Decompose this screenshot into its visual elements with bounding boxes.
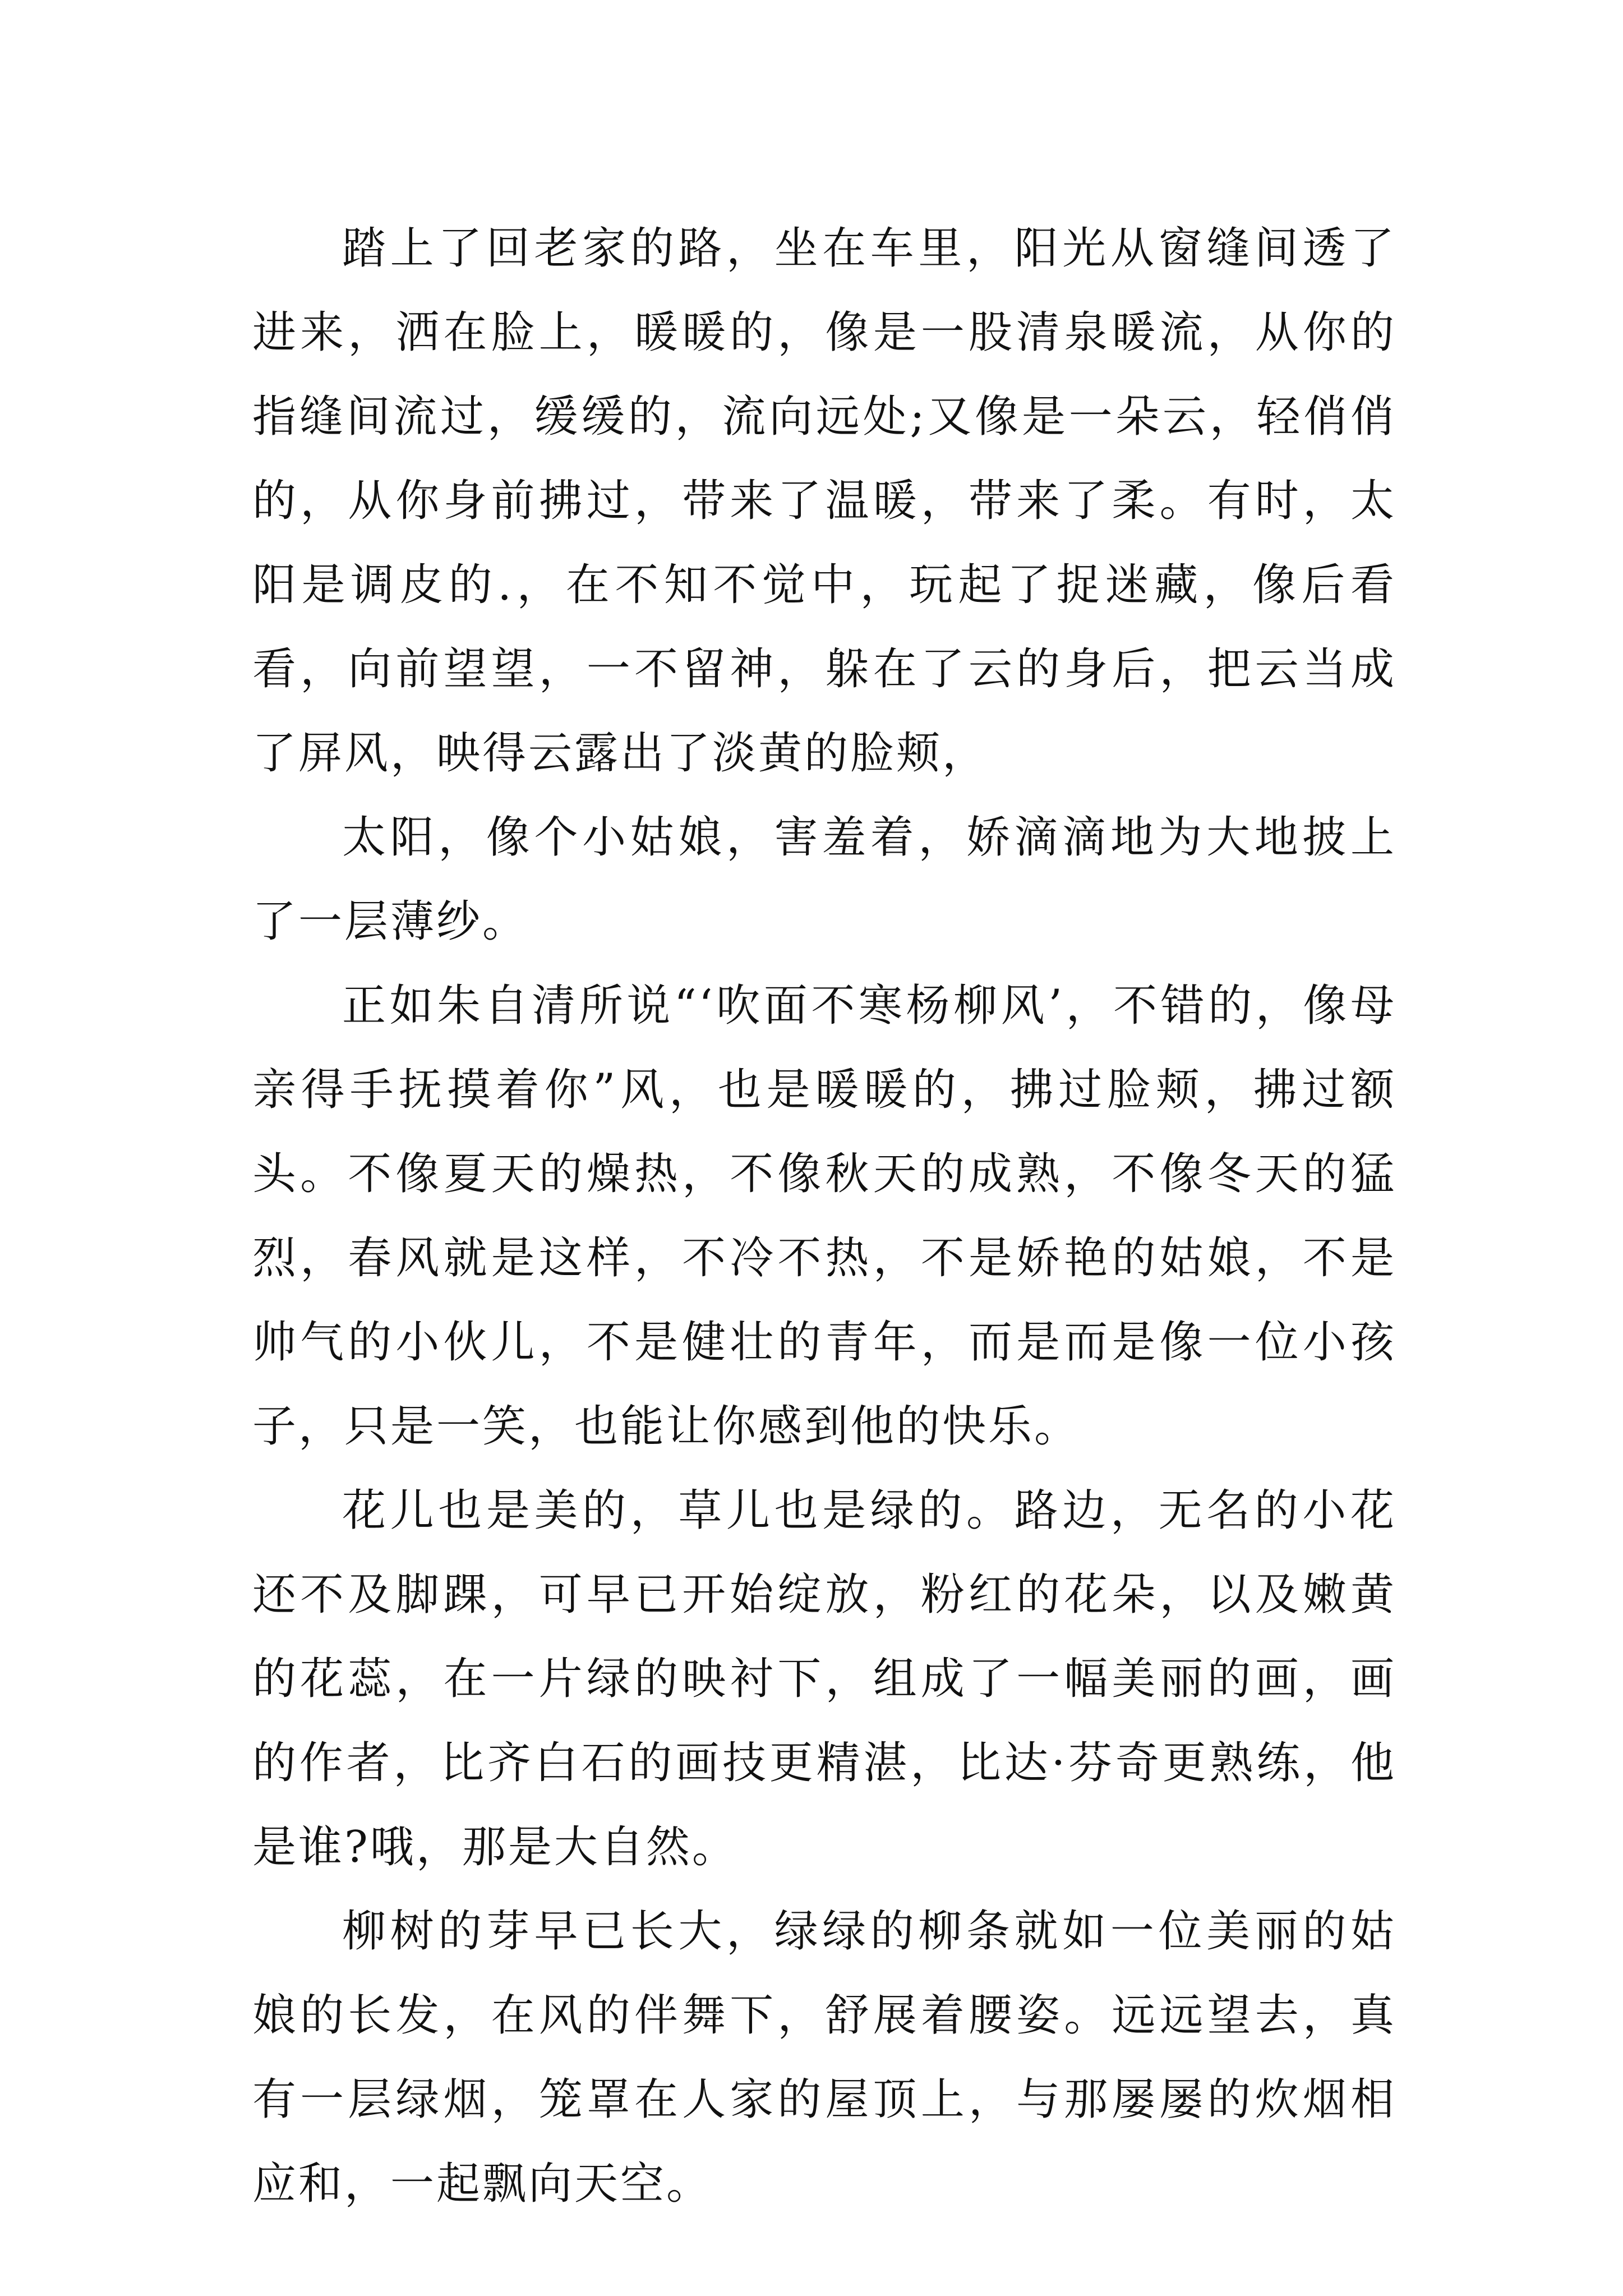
paragraph-5: 柳树的芽早已长大，绿绿的柳条就如一位美丽的姑娘的长发，在风的伴舞下，舒展着腰姿。远远望去，真有一层绿烟，笼罩在人家的屋顶上，与那屡屡的炊烟相应和，一起飘向天空。 — [252, 1906, 1396, 2209]
paragraph-4: 花儿也是美的，草儿也是绿的。路边，无名的小花还不及脚踝，可早已开始绽放，粉红的花朵，以及嫩黄的花蕊，在一片绿的映衬下，组成了一幅美丽的画，画的作者，比齐白石的画技更精湛，比达·芬奇更熟练，他是谁?哦，那是大自然。 — [252, 1485, 1396, 1872]
body-text — [252, 206, 1396, 2226]
paragraph-2: 太阳，像个小姑娘，害羞着，娇滴滴地为大地披上了一层薄纱。 — [252, 812, 1396, 947]
paragraph-3: 正如朱自清所说“‘吹面不寒杨柳风’，不错的，像母亲得手抚摸着你”风，也是暖暖的，拂过脸颊，拂过额头。不像夏天的燥热，不像秋天的成熟，不像冬天的猛烈，春风就是这样，不冷不热，不是娇艳的姑娘，不是帅气的小伙儿，不是健壮的青年，而是而是像一位小孩子，只是一笑，也能让你感到他的快乐。 — [252, 981, 1396, 1452]
paragraph-1: 踏上了回老家的路，坐在车里，阳光从窗缝间透了进来，洒在脸上，暖暖的，像是一股清泉暖流，从你的指缝间流过，缓缓的，流向远处;又像是一朵云，轻俏俏的，从你身前拂过，带来了温暖，带来了柔。有时，太阳是调皮的.，在不知不觉中，玩起了捉迷藏，像后看看，向前望望，一不留神，躲在了云的身后，把云当成了屏风，映得云露出了淡黄的脸颊， — [252, 223, 1396, 779]
